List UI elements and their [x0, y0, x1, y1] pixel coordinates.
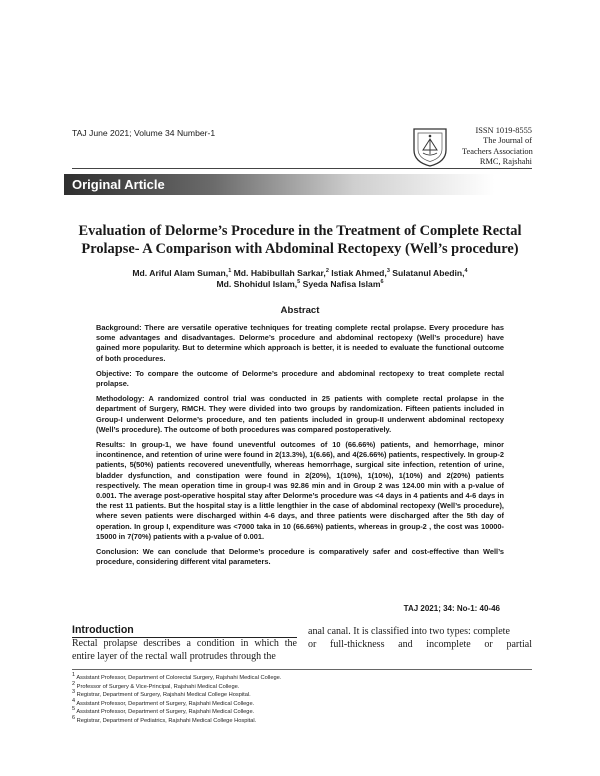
- introduction-left-column: Rectal prolapse describes a condition in which the entire layer of the rectal wall protrudes through the: [72, 638, 297, 662]
- footnote-text: Registrar, Department of Pediatrics, Rajshahi Medical College Hospital.: [76, 717, 257, 724]
- abstract-background: Background: There are versatile operative techniques for treating complete rectal prolapse. Every procedure has some advantages and disadvantages. Delorme’s procedure and abdominal rectopexy (Well’s procedure) have gained more popularity. But to determine which approach is better, it is needed to evaluate the functional outcome of both procedures.: [96, 323, 504, 363]
- footnote: [72, 691, 532, 700]
- section-label: Original Article: [72, 177, 165, 192]
- issn-line: Teachers Association: [462, 146, 533, 156]
- introduction-heading: Introduction: [72, 624, 134, 636]
- abstract-results: Results: In group-1, we have found uneventful outcomes of 10 (66.66%) patients, and hemorrhage, minor incontinence, and retention of urine were found in 2(13.3%), 1(6.66), and 4(26.66%) patients, respectively. In group-2 patients, 5(50%) patients recovered uneventfully, whereas hemorrhage, surgical site infection, retention of urine, bladder dysfunction, and constipation were found in 2(20%), 1(10%), 1(10%), 1(10%) and 2(20%) patients respectively. The mean operation time in group-I was 92.86 min and in Group 2 was 124.00 min with a p-value of 0.001. The average post-operative hospital stay after Delorme’s procedure was <4 days in 4 patients and 4-6 days in the rest 11 patients. But the hospital stay is a little lengthier in the case of abdominal rectopexy (Well’s procedure), where seven patients were discharged within 4-6 days, and three patients were discharged after the 5th day of operation. In group I, expenditure was <7000 taka in 10 (66.66%) patients, whereas in group-2 , the cost was 10000-15000 in 7(70%) patients with a p-value of 0.001.: [96, 440, 504, 541]
- journal-seal-logo: [410, 126, 450, 168]
- author-affiliation-mark: 1: [228, 268, 232, 275]
- author-name: Syeda Nafisa Islam: [302, 279, 381, 290]
- abstract-methodology: Methodology: A randomized control trial was conducted in 25 patients with complete rectal prolapse in the department of Surgery, RMCH. They were divided into two groups by randomization. Fifteen patients included in Group-I underwent Delorme’s procedure, and ten patients included in group-II underwent abdominal rectopexy (Well’s procedure). The outcome of both procedures was compared postoperatively.: [96, 394, 504, 434]
- author-line: [64, 268, 536, 279]
- header-divider: [72, 168, 532, 169]
- introduction-right-column: [308, 626, 532, 651]
- body-text-line: or full-thickness and incomplete or partial: [308, 638, 532, 650]
- author-list: [64, 268, 536, 291]
- author-name: Istiak Ahmed,: [331, 268, 387, 278]
- author-affiliation-mark: 3: [386, 268, 390, 275]
- article-citation: TAJ 2021; 34: No-1: 40-46: [403, 604, 500, 613]
- author-affiliation-mark: 5: [297, 279, 301, 286]
- footnote-mark: 2: [72, 680, 76, 687]
- body-text-line: anal canal. It is classified into two types: complete: [308, 626, 510, 637]
- abstract-conclusion: Conclusion: We can conclude that Delorme’s procedure is comparatively safer and cost-effective than Well’s procedure, considering different vital parameters.: [96, 547, 504, 567]
- author-affiliation-mark: 6: [380, 279, 384, 286]
- footnote-text: Professor of Surgery & Vice-Principal, Rajshahi Medical College.: [76, 683, 240, 690]
- author-affiliation-mark: 4: [464, 268, 468, 275]
- author-affiliation-mark: 2: [325, 268, 329, 275]
- journal-issue-line: TAJ June 2021; Volume 34 Number-1: [72, 128, 216, 138]
- footnote: [72, 708, 532, 717]
- author-name: Md. Shohidul Islam,: [216, 279, 298, 290]
- issn-line: RMC, Rajshahi: [479, 156, 532, 166]
- footnote-mark: 6: [72, 715, 76, 722]
- author-name: Md. Ariful Alam Suman,: [132, 268, 229, 278]
- footnote-text: Assistant Professor, Department of Surgery, Rajshahi Medical College.: [76, 709, 255, 716]
- author-name: Md. Habibullah Sarkar,: [233, 268, 326, 278]
- issn-line: The Journal of: [483, 136, 532, 146]
- title-line: Evaluation of Delorme’s Procedure in the Treatment of Complete Rectal: [78, 223, 522, 239]
- article-title: [64, 222, 536, 258]
- footnote-mark: 1: [72, 672, 76, 679]
- footnote-mark: 3: [72, 689, 76, 696]
- footnote: [72, 680, 532, 692]
- footnote-text: Registrar, Department of Surgery, Rajshahi Medical College Hospital.: [76, 692, 251, 699]
- author-line: [64, 279, 536, 290]
- abstract-objective: Objective: To compare the outcome of Delorme’s procedure and abdominal rectopexy to treat complete rectal prolapse.: [96, 368, 504, 389]
- footnote-mark: 5: [72, 706, 76, 713]
- footnote-text: Assistant Professor, Department of Colorectal Surgery, Rajshahi Medical College.: [76, 675, 282, 681]
- footnote: [72, 697, 532, 709]
- footnote-mark: 4: [72, 697, 76, 704]
- footnote-text: Assistant Professor, Department of Surgery, Rajshahi Medical College.: [76, 700, 255, 707]
- author-name: Sulatanul Abedin,: [392, 268, 465, 278]
- footnote-divider: [72, 669, 532, 670]
- abstract-body: [96, 323, 504, 572]
- footnote: [72, 717, 532, 726]
- title-line: Prolapse- A Comparison with Abdominal Rectopexy (Well’s procedure): [81, 241, 519, 257]
- issn-block: [462, 126, 532, 167]
- affiliation-footnotes: [72, 674, 532, 726]
- issn-line: ISSN 1019-8555: [475, 126, 532, 135]
- abstract-heading: Abstract: [280, 305, 320, 316]
- footnote: [72, 674, 532, 683]
